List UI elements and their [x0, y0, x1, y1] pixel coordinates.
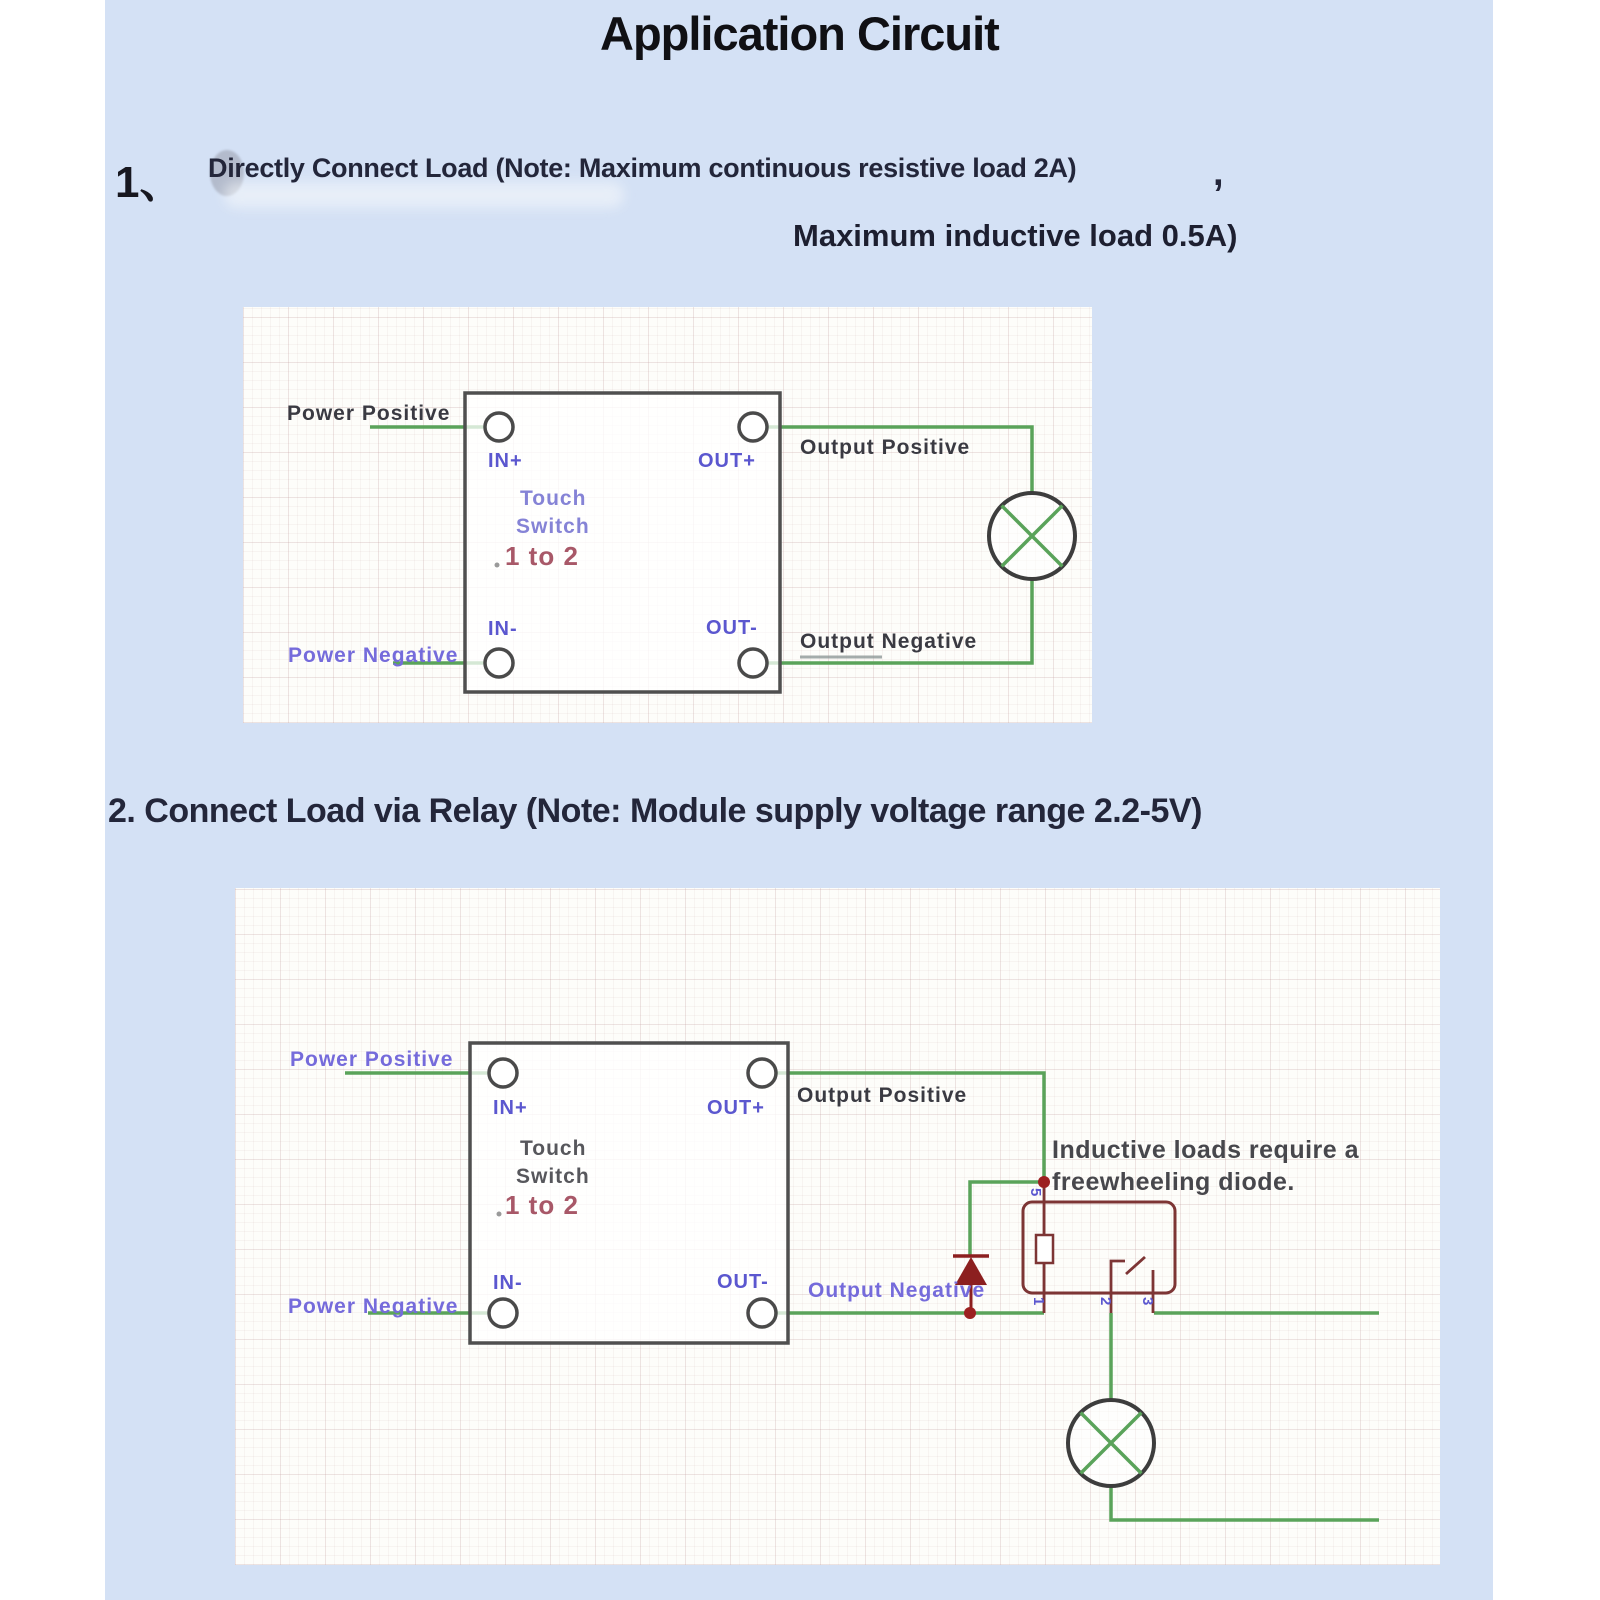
module1-in-minus-label: IN- — [488, 618, 518, 640]
module1-out-minus-label: OUT- — [706, 617, 758, 639]
module1-center-touch: Touch — [520, 487, 587, 510]
section1-heading-comma: , — [1213, 152, 1224, 194]
section1-heading-line1: Directly Connect Load (Note: Maximum continuous resistive load 2A) — [208, 153, 1077, 183]
module2-out-minus-label: OUT- — [717, 1271, 769, 1293]
inductive-note-line1: Inductive loads require a — [1052, 1136, 1360, 1164]
relay-pin-label-1: 1 — [1030, 1297, 1047, 1306]
artifact-dot-1 — [495, 563, 500, 568]
terminal-in-plus-1 — [485, 413, 513, 441]
relay-pin-label-3: 3 — [1139, 1297, 1156, 1306]
section2-heading: 2. Connect Load via Relay (Note: Module supply voltage range 2.2-5V) — [108, 792, 1202, 830]
relay-common-contact — [1111, 1261, 1125, 1293]
power-negative-label-1: Power Negative — [288, 644, 459, 667]
power-positive-label-1: Power Positive — [287, 402, 451, 425]
module2-center-switch: Switch — [516, 1165, 590, 1188]
terminal-out-plus-2 — [748, 1059, 776, 1087]
artifact-dot-2 — [497, 1212, 502, 1217]
wire-lamp2-return — [1111, 1486, 1379, 1520]
output-negative-label-2: Output Negative — [808, 1279, 986, 1302]
relay-pin-label-5: 5 — [1027, 1188, 1044, 1197]
page-title: Application Circuit — [600, 7, 999, 60]
module1-out-plus-label: OUT+ — [698, 450, 756, 472]
junction-dot-top — [1038, 1176, 1050, 1188]
module2-center-1to2: 1 to 2 — [505, 1190, 579, 1220]
section1-number: 1、 — [115, 158, 184, 207]
section1-heading-line2: Maximum inductive load 0.5A) — [793, 218, 1238, 253]
module1-in-plus-label: IN+ — [488, 450, 523, 472]
module1-center-switch: Switch — [516, 515, 590, 538]
terminal-in-plus-2 — [489, 1059, 517, 1087]
relay-pin-label-2: 2 — [1097, 1297, 1114, 1306]
power-positive-label-2: Power Positive — [290, 1048, 454, 1071]
module1-center-1to2: 1 to 2 — [505, 541, 579, 571]
relay-coil — [1036, 1235, 1053, 1263]
junction-dot-bottom — [964, 1307, 976, 1319]
relay-switch-blade — [1126, 1257, 1145, 1274]
terminal-out-plus-1 — [739, 413, 767, 441]
module2-center-touch: Touch — [520, 1137, 587, 1160]
relay — [1023, 1182, 1175, 1313]
output-positive-label-1: Output Positive — [800, 436, 971, 459]
lamp-2 — [1068, 1400, 1154, 1486]
lamp-1 — [989, 493, 1075, 579]
power-negative-label-2: Power Negative — [288, 1295, 459, 1318]
terminal-out-minus-2 — [748, 1299, 776, 1327]
module2-in-plus-label: IN+ — [493, 1097, 528, 1119]
module2-in-minus-label: IN- — [493, 1272, 523, 1294]
terminal-in-minus-2 — [489, 1299, 517, 1327]
terminal-in-minus-1 — [485, 649, 513, 677]
module2-out-plus-label: OUT+ — [707, 1097, 765, 1119]
terminal-out-minus-1 — [739, 649, 767, 677]
output-positive-label-2: Output Positive — [797, 1084, 968, 1107]
output-negative-label-1: Output Negative — [800, 630, 978, 653]
inductive-note-line2: freewheeling diode. — [1052, 1168, 1295, 1196]
